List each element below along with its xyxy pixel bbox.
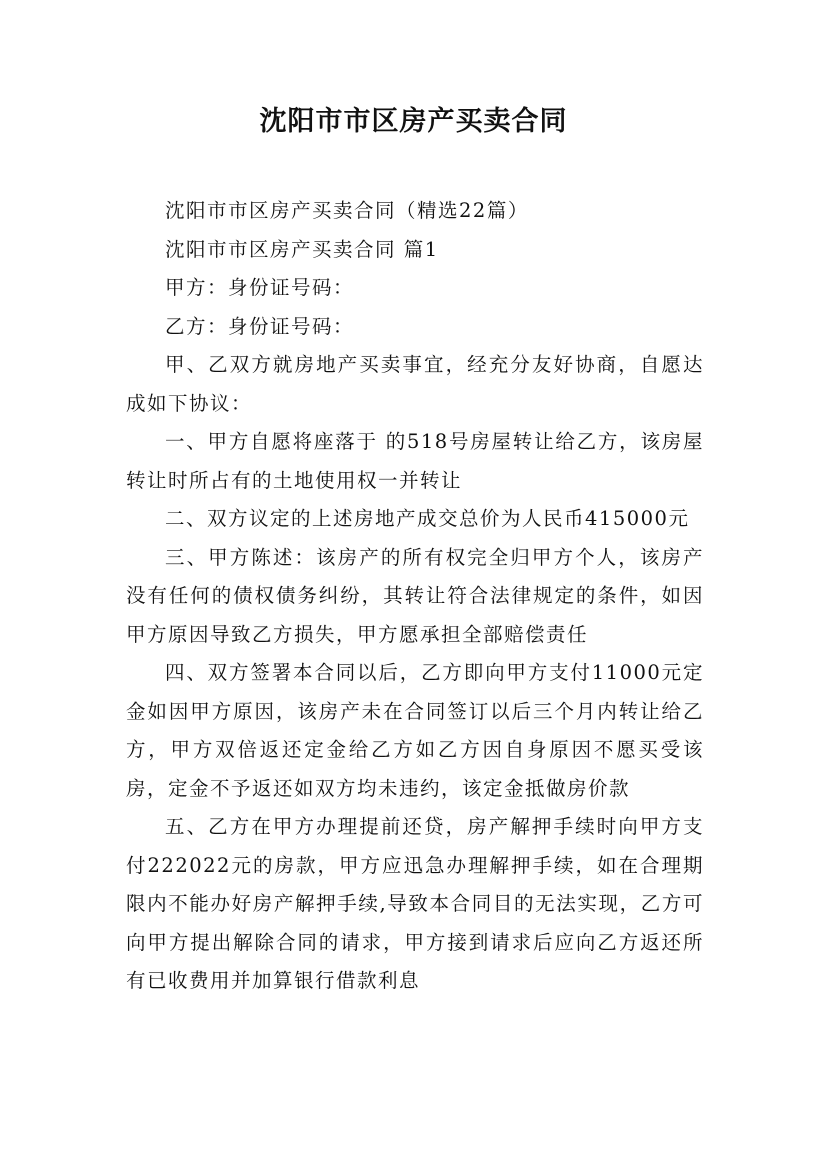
paragraph-clause-2: 二、双方议定的上述房地产成交总价为人民币415000元 bbox=[165, 507, 690, 530]
paragraph-clause-4: 四、双方签署本合同以后，乙方即向甲方支付11000元定金如因甲方原因，该房产未在合同签订以后三个月内转让给乙方，甲方双倍返还定金给乙方如乙方因自身原因不愿买受该房，定金不予返还如双方均未违约，该定金抵做房价款 bbox=[126, 661, 704, 800]
document-title: 沈阳市市区房产买卖合同 bbox=[259, 106, 568, 137]
paragraph-clause-3: 三、甲方陈述：该房产的所有权完全归甲方个人，该房产没有任何的债权债务纠纷，其转让符合法律规定的条件，如因甲方原因导致乙方损失，甲方愿承担全部赔偿责任 bbox=[126, 545, 704, 646]
document-body bbox=[126, 192, 704, 1001]
paragraph-section-heading: 沈阳市市区房产买卖合同 篇1 bbox=[165, 237, 439, 261]
paragraph-subtitle: 沈阳市市区房产买卖合同（精选22篇） bbox=[165, 199, 529, 222]
paragraph-clause-5: 五、乙方在甲方办理提前还贷，房产解押手续时向甲方支付222022元的房款，甲方应迅急办理解押手续，如在合理期限内不能办好房产解押手续,导致本合同目的无法实现，乙方可向甲方提出解除合同的请求，甲方接到请求后应向乙方返还所有已收费用并加算银行借款利息 bbox=[126, 815, 704, 992]
paragraph-party-b: 乙方：身份证号码： bbox=[165, 314, 355, 338]
paragraph-preamble: 甲、乙双方就房地产买卖事宜，经充分友好协商，自愿达成如下协议： bbox=[126, 353, 704, 415]
paragraph-party-a: 甲方：身份证号码： bbox=[165, 276, 355, 299]
paragraph-clause-1: 一、甲方自愿将座落于 的518号房屋转让给乙方，该房屋转让时所占有的土地使用权一并转让 bbox=[126, 430, 704, 492]
